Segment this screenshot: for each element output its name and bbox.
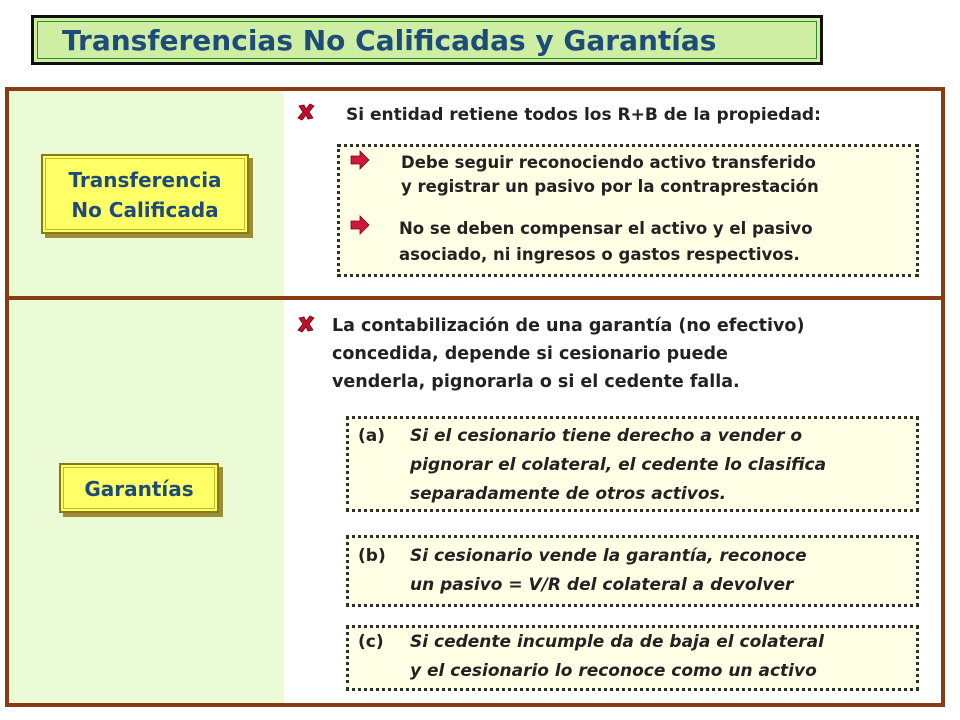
cross-icon xyxy=(297,103,315,121)
label-line-1: Transferencia xyxy=(68,168,222,192)
section-divider xyxy=(9,296,941,300)
item-b xyxy=(358,543,908,603)
label-text: Garantías xyxy=(84,477,194,501)
label-transferencia-no-calificada xyxy=(41,154,249,234)
item-b-line-2: un pasivo = V/R del colateral a devolver xyxy=(410,575,794,595)
item-c-tag: (c) xyxy=(358,632,384,652)
item-b-line-1: Si cesionario vende la garantía, reconoce xyxy=(410,546,807,566)
section2-heading-line-1: La contabilización de una garantía (no efectivo) xyxy=(332,316,805,336)
label-garantias xyxy=(59,463,219,513)
item-c-line-1: Si cedente incumple da de baja el colateral xyxy=(410,632,824,652)
section1-bullet-2-line-1: No se deben compensar el activo y el pasivo xyxy=(399,219,813,238)
arrow-icon xyxy=(350,215,370,235)
section2-heading-line-3: venderla, pignorarla o si el cedente falla. xyxy=(332,372,740,392)
section1-bullet-1-line-1: Debe seguir reconociendo activo transferido xyxy=(401,153,816,172)
item-c xyxy=(358,629,908,687)
content-frame xyxy=(5,87,945,707)
item-a-line-3: separadamente de otros activos. xyxy=(410,484,727,504)
item-c-line-2: y el cesionario lo reconoce como un activo xyxy=(410,661,817,681)
item-b-tag: (b) xyxy=(358,546,386,566)
item-a-tag: (a) xyxy=(358,426,386,446)
label-line-2: No Calificada xyxy=(71,198,219,222)
page-title: Transferencias No Calificadas y Garantías xyxy=(62,24,717,57)
cross-icon xyxy=(297,315,315,333)
section1-bullet-1-line-2: y registrar un pasivo por la contraprestación xyxy=(401,177,819,196)
item-a xyxy=(358,423,908,507)
section2-heading-line-2: concedida, depende si cesionario puede xyxy=(332,344,728,364)
section1-heading: Si entidad retiene todos los R+B de la propiedad: xyxy=(346,105,821,125)
item-a-line-2: pignorar el colateral, el cedente lo clasifica xyxy=(410,455,827,475)
arrow-icon xyxy=(350,150,370,170)
section1-bullet-2-line-2: asociado, ni ingresos o gastos respectivos. xyxy=(399,245,800,264)
title-banner xyxy=(31,15,823,65)
item-a-line-1: Si el cesionario tiene derecho a vender o xyxy=(410,426,803,446)
